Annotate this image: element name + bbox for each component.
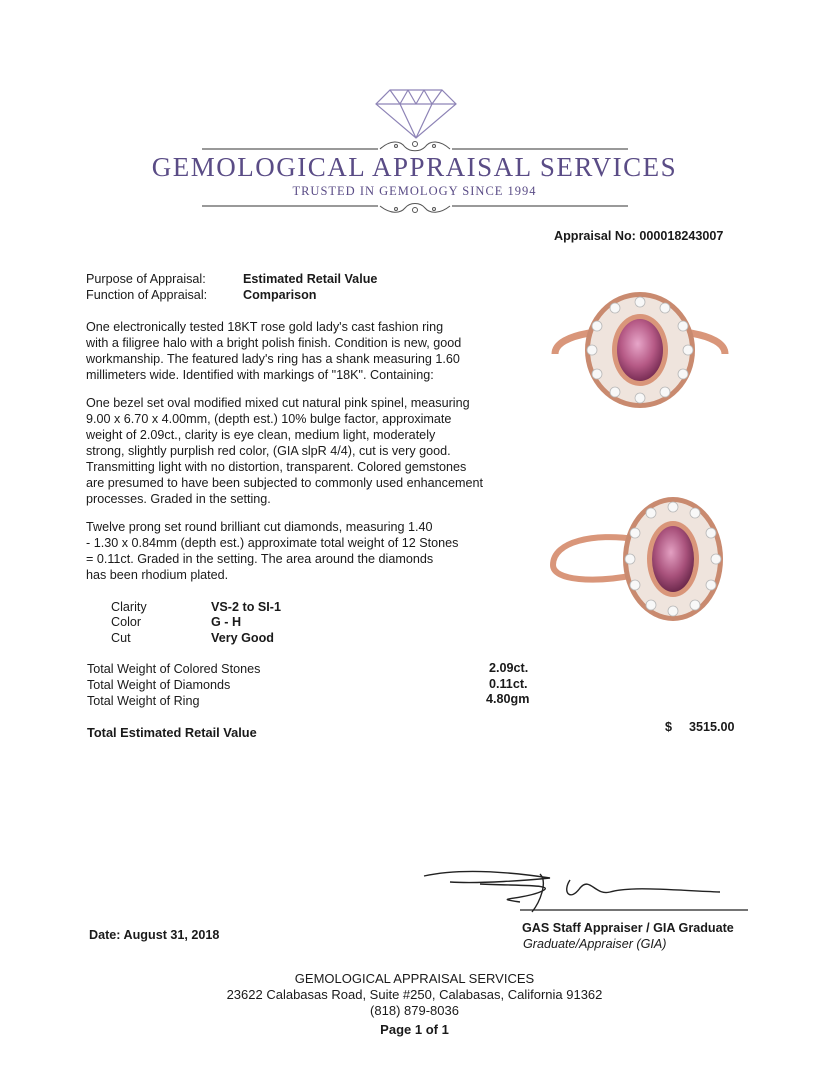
total-value-label: Total Estimated Retail Value xyxy=(87,725,257,740)
function-label: Function of Appraisal: xyxy=(86,288,208,302)
clarity-value: VS-2 to SI-1 xyxy=(211,600,281,614)
text-line: 9.00 x 6.70 x 4.00mm, (depth est.) 10% bulge factor, approximate xyxy=(86,412,452,426)
signature-scribble xyxy=(420,862,750,918)
total-amount: 3515.00 xyxy=(689,720,735,734)
color-label: Color xyxy=(111,615,142,629)
diamonds-weight-value: 0.11ct. xyxy=(489,677,528,691)
appraiser-title: GAS Staff Appraiser / GIA Graduate xyxy=(522,921,734,935)
spinel-description xyxy=(86,395,526,507)
ring-photo-top xyxy=(545,288,735,408)
footer-phone: (818) 879-8036 xyxy=(370,1003,459,1018)
appraisal-number: Appraisal No: 000018243007 xyxy=(554,229,724,243)
cut-label: Cut xyxy=(111,631,131,645)
text-line: has been rhodium plated. xyxy=(86,568,229,582)
currency-symbol: $ xyxy=(665,720,673,734)
purpose-value: Estimated Retail Value xyxy=(243,272,378,286)
colored-stones-weight-value: 2.09ct. xyxy=(489,661,529,675)
cut-value: Very Good xyxy=(211,631,274,645)
footer-address: 23622 Calabasas Road, Suite #250, Calabasas, California 91362 xyxy=(226,987,603,1002)
brand-name: GEMOLOGICAL APPRAISAL SERVICES xyxy=(151,152,678,182)
text-line: millimeters wide. Identified with markings of "18K". Containing: xyxy=(86,368,434,382)
text-line: with a filigree halo with a bright polish finish. Condition is new, good xyxy=(86,336,462,350)
clarity-label: Clarity xyxy=(111,600,147,614)
ring-weight-label: Total Weight of Ring xyxy=(87,694,200,708)
text-line: are presumed to have been subjected to commonly used enhancement xyxy=(86,476,483,490)
text-line: Twelve prong set round brilliant cut diamonds, measuring 1.40 xyxy=(86,520,433,534)
color-value: G - H xyxy=(211,615,242,629)
page-number: Page 1 of 1 xyxy=(380,1022,449,1037)
footer-company: GEMOLOGICAL APPRAISAL SERVICES xyxy=(294,971,535,986)
appraiser-subtitle: Graduate/Appraiser (GIA) xyxy=(523,937,667,951)
text-line: Transmitting light with no distortion, transparent. Colored gemstones xyxy=(86,460,467,474)
text-line: = 0.11ct. Graded in the setting. The area around the diamonds xyxy=(86,552,434,566)
brand-tagline: TRUSTED IN GEMOLOGY SINCE 1994 xyxy=(292,184,537,198)
bottom-flourish-divider xyxy=(200,198,630,216)
item-description xyxy=(86,319,526,383)
ring-photo-side xyxy=(545,495,735,625)
text-line: One bezel set oval modified mixed cut natural pink spinel, measuring xyxy=(86,396,470,410)
appraisal-date: Date: August 31, 2018 xyxy=(89,928,220,942)
text-line: strong, slightly purplish red color, (GIA slpR 4/4), cut is very good. xyxy=(86,444,451,458)
text-line: - 1.30 x 0.84mm (depth est.) approximate total weight of 12 Stones xyxy=(86,536,459,550)
text-line: processes. Graded in the setting. xyxy=(86,492,271,506)
ring-weight-value: 4.80gm xyxy=(486,692,530,706)
text-line: workmanship. The featured lady's ring has a shank measuring 1.60 xyxy=(86,352,460,366)
diamonds-weight-label: Total Weight of Diamonds xyxy=(87,678,231,692)
text-line: weight of 2.09ct., clarity is eye clean, medium light, moderately xyxy=(86,428,436,442)
colored-stones-weight-label: Total Weight of Colored Stones xyxy=(87,662,261,676)
text-line: One electronically tested 18KT rose gold lady's cast fashion ring xyxy=(86,320,444,334)
diamond-logo-icon xyxy=(370,82,462,142)
function-value: Comparison xyxy=(243,288,317,302)
purpose-label: Purpose of Appraisal: xyxy=(86,272,206,286)
diamond-description xyxy=(86,519,526,583)
